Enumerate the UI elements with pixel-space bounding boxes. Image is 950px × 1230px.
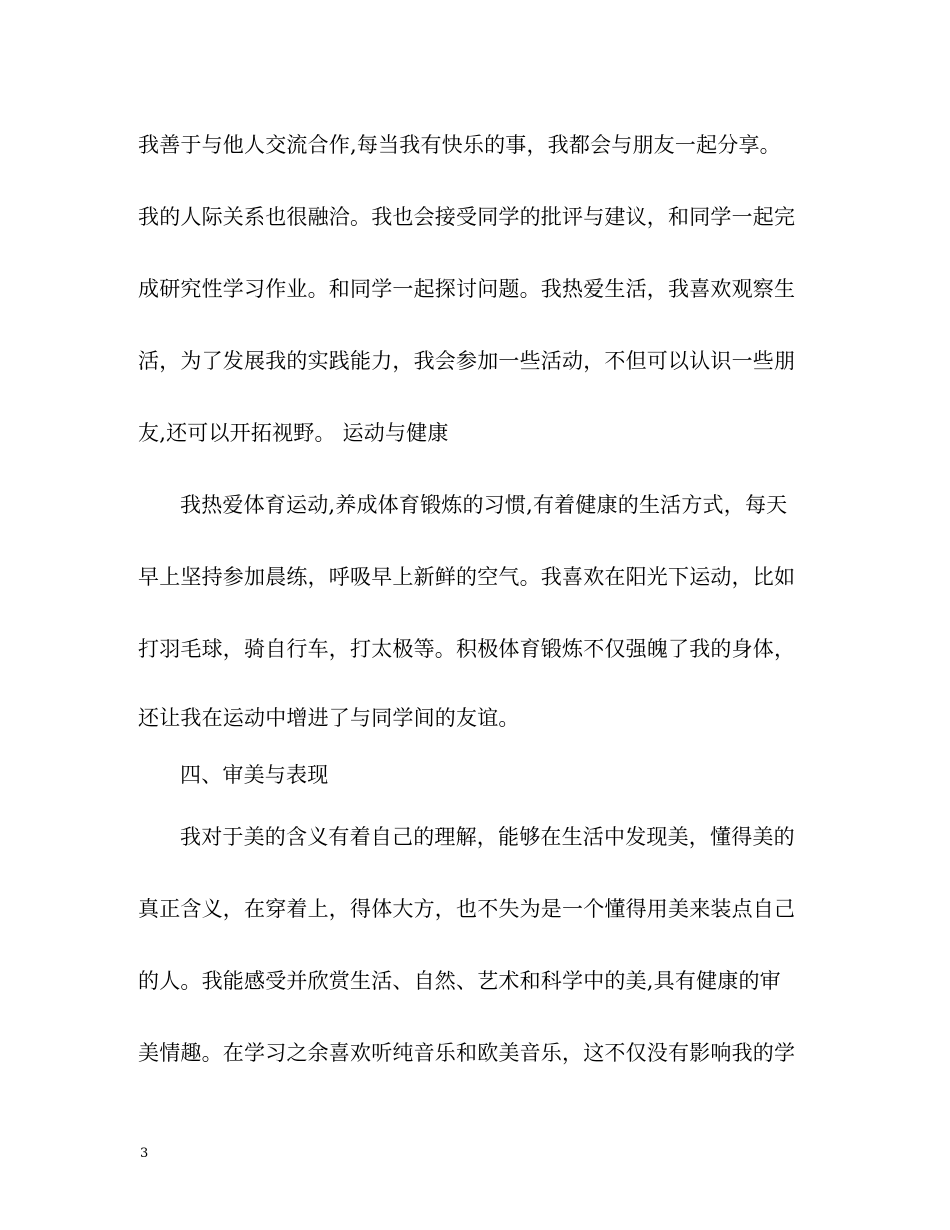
paragraph-line: 我善于与他人交流合作,每当我有快乐的事，我都会与朋友一起分享。 (138, 133, 781, 157)
paragraph-line: 早上坚持参加晨练，呼吸早上新鲜的空气。我喜欢在阳光下运动，比如 (138, 565, 796, 589)
section-heading: 四、审美与表现 (180, 763, 329, 787)
paragraph-line: 打羽毛球，骑自行车，打太极等。积极体育锻炼不仅强魄了我的身体， (138, 637, 796, 661)
paragraph-line: 还让我在运动中增进了与同学间的友谊。 (138, 706, 520, 730)
paragraph-line: 活，为了发展我的实践能力，我会参加一些活动，不但可以认识一些朋 (138, 349, 796, 373)
paragraph-line: 美情趣。在学习之余喜欢听纯音乐和欧美音乐，这不仅没有影响我的学 (138, 1041, 796, 1065)
paragraph-line: 友,还可以开拓视野。 运动与健康 (138, 421, 449, 445)
paragraph-line: 的人。我能感受并欣赏生活、自然、艺术和科学中的美,具有健康的审 (138, 969, 781, 993)
paragraph-line: 真正含义，在穿着上，得体大方，也不失为是一个懂得用美来装点自己 (138, 897, 796, 921)
page-number: 3 (140, 1146, 149, 1161)
paragraph-line: 我对于美的含义有着自己的理解，能够在生活中发现美，懂得美的 (180, 825, 795, 849)
paragraph-line: 我的人际关系也很融洽。我也会接受同学的批评与建议，和同学一起完 (138, 205, 796, 229)
paragraph-line: 我热爱体育运动,养成体育锻炼的习惯,有着健康的生活方式，每天 (180, 493, 788, 517)
paragraph-line: 成研究性学习作业。和同学一起探讨问题。我热爱生活，我喜欢观察生 (138, 277, 796, 301)
